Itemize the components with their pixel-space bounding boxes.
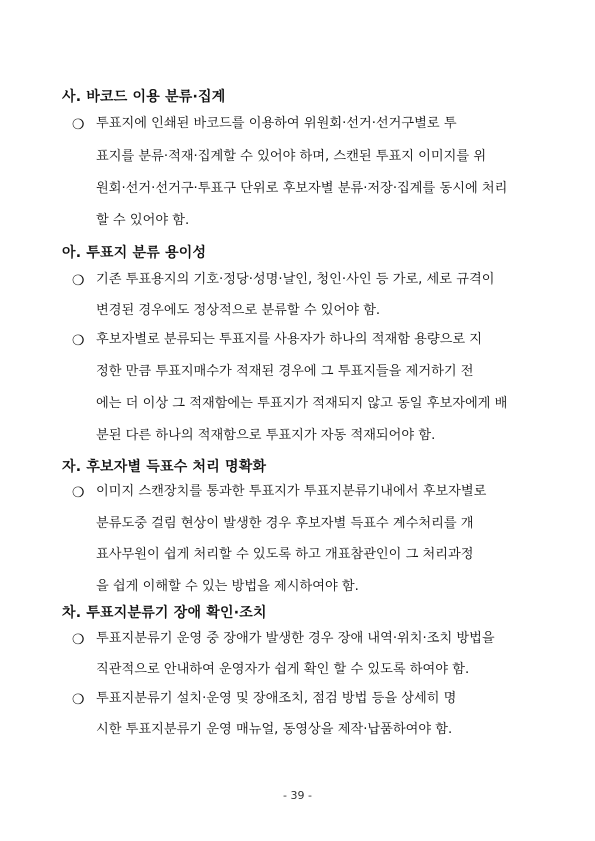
page-number: - 39 - [283, 789, 312, 802]
text-line: 직관적으로 안내하여 운영자가 쉽게 확인 할 수 있도록 하여야 함. [96, 662, 470, 677]
text-line: 후보자별로 분류되는 투표지를 사용자가 하나의 적재함 용량으로 지 [96, 332, 483, 347]
text-line: 분된 다른 하나의 적재함으로 투표지가 자동 적재되어야 함. [96, 428, 436, 443]
text-line: 정한 만큼 투표지매수가 적재된 경우에 그 투표지들을 제거하기 전 [96, 364, 474, 379]
circle-bullet-icon: ❍ [72, 632, 85, 648]
circle-bullet-icon: ❍ [72, 273, 85, 289]
text-line: 에는 더 이상 그 적재함에는 투표지가 적재되지 않고 동일 후보자에게 배 [96, 396, 508, 411]
text-line: 이미지 스캔장치를 통과한 투표지가 투표지분류기내에서 후보자별로 [96, 484, 487, 499]
text-line: 할 수 있어야 함. [96, 213, 190, 228]
circle-bullet-icon: ❍ [72, 117, 85, 133]
text-line: 변경된 경우에도 정상적으로 분류할 수 있어야 함. [96, 303, 381, 318]
text-line: 표사무원이 쉽게 처리할 수 있도록 하고 개표참관인이 그 처리과정 [96, 547, 474, 562]
section-heading-barcode: 사. 바코드 이용 분류·집계 [62, 89, 226, 105]
text-line: 투표지분류기 설치·운영 및 장애조치, 점검 방법 등을 상세히 명 [96, 691, 457, 706]
text-line: 분류도중 걸림 현상이 발생한 경우 후보자별 득표수 계수처리를 개 [96, 516, 474, 531]
circle-bullet-icon: ❍ [72, 485, 85, 501]
section-heading-vote-count: 자. 후보자별 득표수 처리 명확화 [62, 459, 267, 475]
text-line: 투표지에 인쇄된 바코드를 이용하여 위원회·선거·선거구별로 투 [96, 116, 457, 131]
section-heading-fault-handling: 차. 투표지분류기 장애 확인·조치 [62, 605, 267, 621]
text-line: 을 쉽게 이해할 수 있는 방법을 제시하여야 함. [96, 579, 359, 594]
text-line: 시한 투표지분류기 운영 매뉴얼, 동영상을 제작·납품하여야 함. [96, 722, 453, 737]
section-heading-sorting: 아. 투표지 분류 용이성 [62, 245, 207, 261]
text-line: 기존 투표용지의 기호·정당·성명·날인, 청인·사인 등 가로, 세로 규격이 [96, 272, 495, 287]
text-line: 표지를 분류·적재·집계할 수 있어야 하며, 스캔된 투표지 이미지를 위 [96, 149, 487, 164]
circle-bullet-icon: ❍ [72, 692, 85, 708]
text-line: 투표지분류기 운영 중 장애가 발생한 경우 장애 내역·위치·조치 방법을 [96, 631, 495, 646]
circle-bullet-icon: ❍ [72, 333, 85, 349]
text-line: 원회·선거·선거구·투표구 단위로 후보자별 분류·저장·집계를 동시에 처리 [96, 181, 508, 196]
